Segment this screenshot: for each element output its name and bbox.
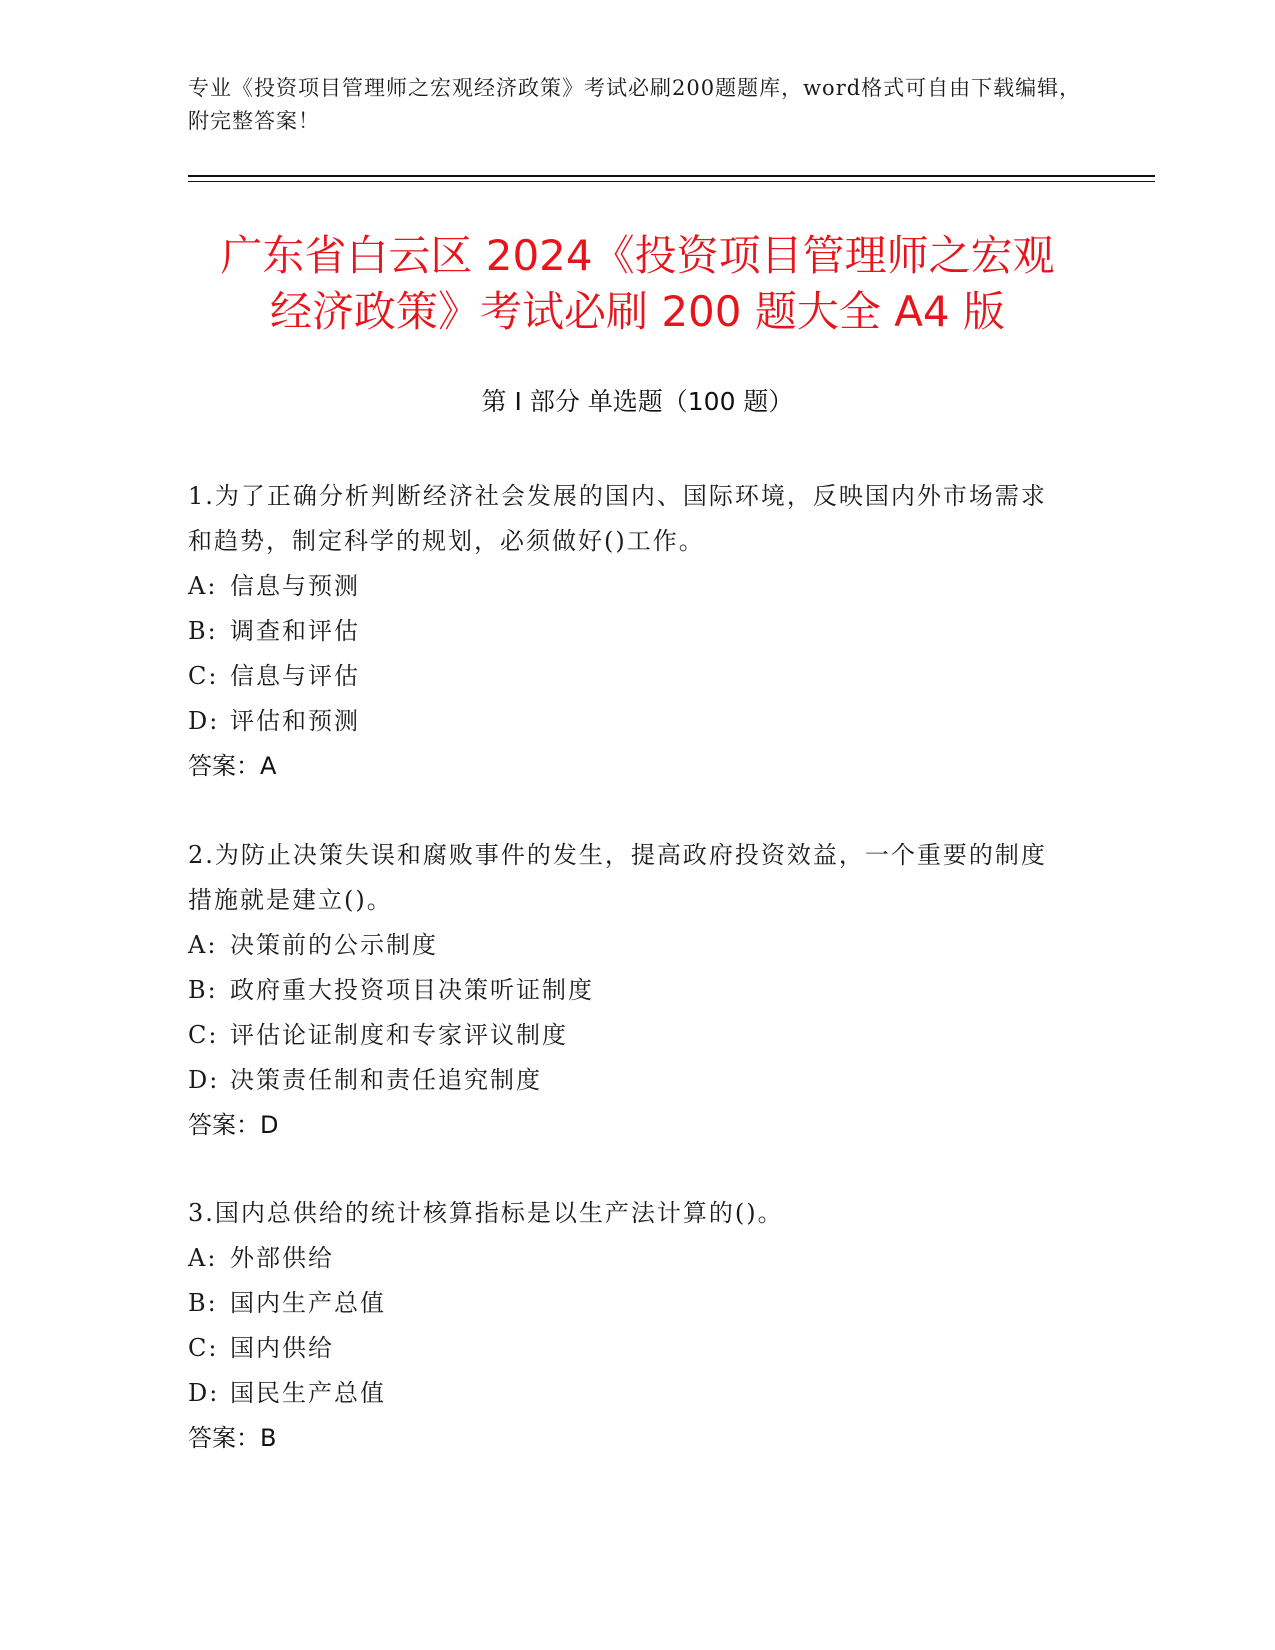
- option-c: [188, 654, 1068, 699]
- header-rule-thick: [188, 175, 1155, 177]
- question-block: [188, 1191, 1068, 1461]
- option-letter: A:: [188, 572, 218, 600]
- option-text: 决策责任制和责任追究制度: [230, 1066, 542, 1094]
- option-text: 国内供给: [230, 1334, 334, 1362]
- question-stem: 1.为了正确分析判断经济社会发展的国内、国际环境，反映国内外市场需求和趋势，制定科学的规划，必须做好()工作。: [188, 482, 1047, 555]
- question-block: [188, 833, 1068, 1148]
- option-letter: C:: [188, 662, 219, 690]
- header-rule-thin: [188, 181, 1155, 182]
- option-c: [188, 1013, 1068, 1058]
- option-letter: B:: [188, 976, 218, 1004]
- option-a: [188, 564, 1068, 609]
- option-text: 外部供给: [230, 1244, 334, 1272]
- option-letter: D:: [188, 1379, 220, 1407]
- document-title: [150, 228, 1125, 340]
- answer-line: 答案：D: [188, 1111, 279, 1139]
- question-stem: 2.为防止决策失误和腐败事件的发生，提高政府投资效益，一个重要的制度措施就是建立()。: [188, 841, 1047, 914]
- document-title-line-2: 经济政策》考试必刷 200 题大全 A4 版: [269, 287, 1006, 336]
- question-stem: 3.国内总供给的统计核算指标是以生产法计算的()。: [188, 1199, 784, 1227]
- option-text: 信息与评估: [230, 662, 360, 690]
- option-letter: A:: [188, 931, 218, 959]
- option-letter: D:: [188, 1066, 220, 1094]
- option-a: [188, 1236, 1068, 1281]
- option-letter: B:: [188, 1289, 218, 1317]
- option-d: [188, 699, 1068, 744]
- option-text: 国民生产总值: [230, 1379, 386, 1407]
- option-a: [188, 923, 1068, 968]
- option-letter: C:: [188, 1021, 219, 1049]
- header-note: 专业《投资项目管理师之宏观经济政策》考试必刷200题题库，word格式可自由下载编辑，附完整答案！: [188, 76, 1082, 133]
- option-text: 评估论证制度和专家评议制度: [230, 1021, 568, 1049]
- section-heading: 第 I 部分 单选题（100 题）: [481, 387, 794, 416]
- option-text: 调查和评估: [230, 617, 360, 645]
- option-d: [188, 1058, 1068, 1103]
- option-d: [188, 1371, 1068, 1416]
- option-letter: A:: [188, 1244, 218, 1272]
- option-text: 国内生产总值: [230, 1289, 386, 1317]
- question-block: [188, 474, 1068, 789]
- option-b: [188, 968, 1068, 1013]
- option-text: 决策前的公示制度: [230, 931, 438, 959]
- option-b: [188, 609, 1068, 654]
- option-text: 信息与预测: [230, 572, 360, 600]
- document-title-line-1: 广东省白云区 2024《投资项目管理师之宏观: [220, 231, 1055, 280]
- answer-line: 答案：A: [188, 752, 277, 780]
- option-c: [188, 1326, 1068, 1371]
- option-text: 评估和预测: [230, 707, 360, 735]
- option-letter: B:: [188, 617, 218, 645]
- option-text: 政府重大投资项目决策听证制度: [230, 976, 594, 1004]
- option-letter: D:: [188, 707, 220, 735]
- option-letter: C:: [188, 1334, 219, 1362]
- answer-line: 答案：B: [188, 1424, 277, 1452]
- option-b: [188, 1281, 1068, 1326]
